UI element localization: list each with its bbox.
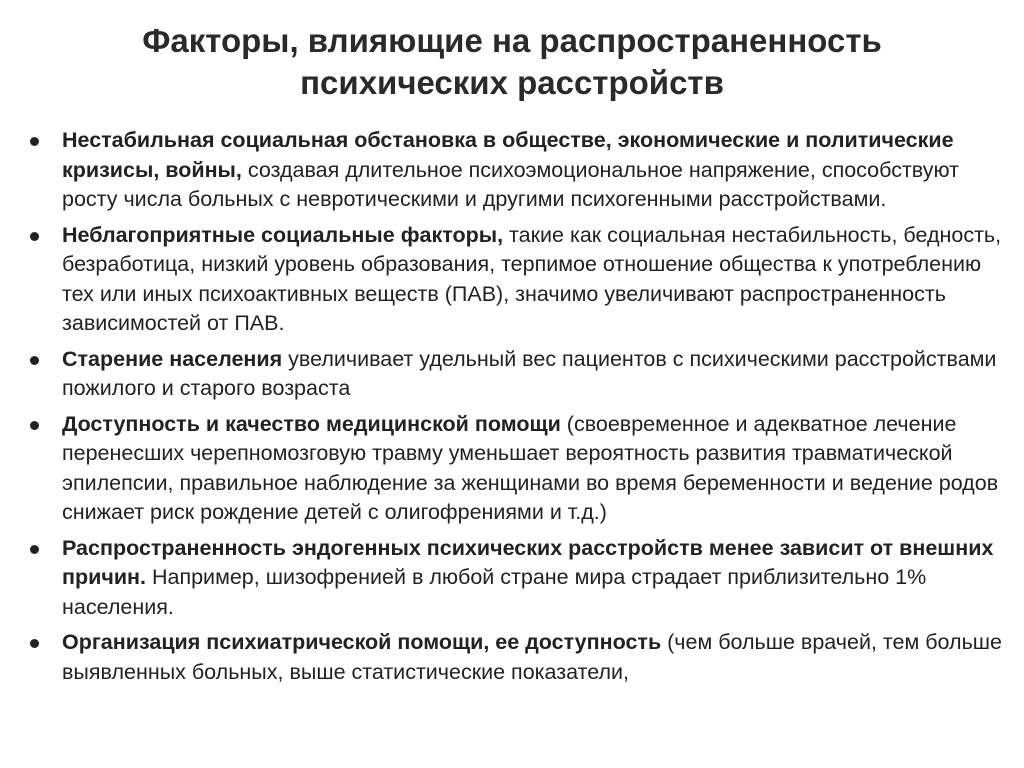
bullet-bold-text: Нестабильная социальная обстановка в обществе, экономические и политические кризисы, войны, <box>62 128 954 182</box>
bullet-dot-icon <box>30 356 39 365</box>
bullet-text: (своевременное и адекватное лечение перенесших черепномозговую травму уменьшает вероятность развития травматической эпилепсии, правильное наблюдение за женщинами во время беременности и ведение родов снижает риск рождение детей с олигофрениями и т.д.) <box>62 411 999 524</box>
bullet-bold-text: Организация психиатрической помощи, ее доступность <box>62 630 662 654</box>
bullet-item-medical-care <box>30 410 1005 528</box>
bullet-bold-text: Старение населения <box>62 346 283 371</box>
bullet-item-endogenous <box>30 534 1005 623</box>
bullet-item-aging <box>30 345 1005 404</box>
bullet-bold-text: Распространенность эндогенных психических расстройств менее зависит от внешних причин. <box>62 535 994 589</box>
bullet-dot-icon <box>30 421 39 430</box>
bullet-text: (чем больше врачей, тем больше выявленных больных, выше статистические показатели, <box>62 630 1002 684</box>
bullet-list <box>30 126 1005 693</box>
bullet-text: Например, шизофренией в любой стране мира страдает приблизительно 1% населения. <box>62 565 927 619</box>
slide-title <box>0 0 1024 104</box>
bullet-dot-icon <box>30 232 39 241</box>
bullet-text: создавая длительное психоэмоциональное напряжение, способствуют росту числа больных с невротическими и другими психогенными расстройствами. <box>62 157 959 211</box>
bullet-text: такие как социальная нестабильность, бедность, безработица, низкий уровень образования, терпимое отношение общества к употреблению тех или иных психоактивных веществ (ПАВ), значимо увеличивают распространенность зависимостей от ПАВ. <box>62 222 1002 335</box>
bullet-item-social-factors <box>30 221 1005 339</box>
bullet-text: увеличивает удельный вес пациентов с психическими расстройствами пожилого и старого возраста <box>62 346 997 400</box>
bullet-bold-text: Неблагоприятные социальные факторы, <box>62 222 504 247</box>
bullet-dot-icon <box>30 137 39 146</box>
bullet-item-social-situation <box>30 126 1005 215</box>
title-line-1: Факторы, влияющие на распространенность <box>142 22 882 59</box>
bullet-item-organization <box>30 628 1005 687</box>
bullet-dot-icon <box>30 545 39 554</box>
title-line-2: психических расстройств <box>300 64 724 101</box>
bullet-dot-icon <box>30 639 39 648</box>
bullet-bold-text: Доступность и качество медицинской помощи <box>62 411 561 436</box>
